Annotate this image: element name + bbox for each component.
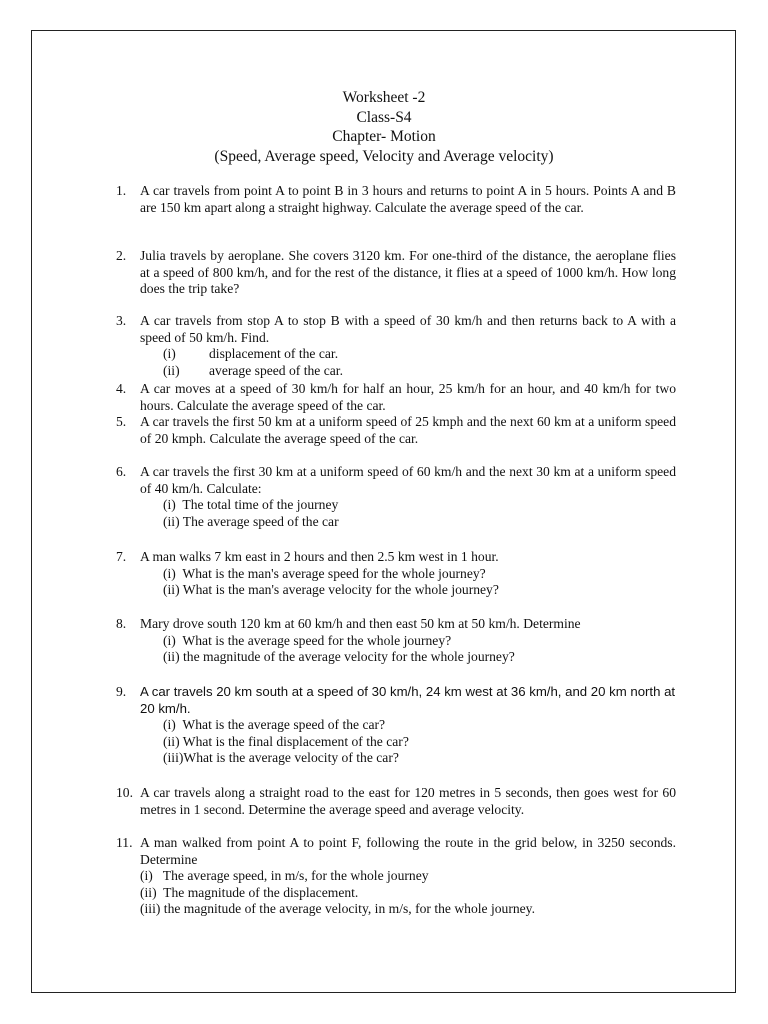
question-1 [116, 183, 676, 216]
question-text: A car travels along a straight road to the east for 120 metres in 5 seconds, then goes west for 60 metres in 1 second. Determine the average speed and average velocity. [140, 785, 676, 817]
sub-question [140, 633, 676, 650]
sub-question [140, 566, 676, 583]
sub-question-number: (ii) [163, 649, 180, 665]
sub-question-text: What is the average speed of the car? [182, 717, 386, 733]
sub-question-number: (ii) [163, 733, 180, 749]
sub-question [140, 346, 676, 363]
question-text: A car travels the first 50 km at a uniform speed of 25 kmph and the next 60 km at a uniform speed of 20 kmph. Calculate the average speed of the car. [140, 414, 676, 446]
class-label: Class-S4 [356, 108, 412, 126]
question-number: 1. [116, 183, 127, 198]
sub-question-number: (iii) [163, 750, 184, 766]
sub-question-text: displacement of the car. [209, 346, 339, 362]
sub-question [140, 868, 676, 885]
question-number: 3. [116, 313, 127, 328]
sub-question [140, 750, 676, 767]
question-number: 2. [116, 248, 127, 263]
sub-question-number: (i) [163, 632, 176, 648]
sub-question-text: What is the final displacement of the car? [182, 733, 409, 749]
question-5 [116, 414, 676, 447]
worksheet-title: Worksheet -2 [342, 89, 426, 106]
question-text: A man walked from point A to point F, following the route in the grid below, in 3250 seconds. Determine [140, 835, 676, 867]
sub-question-number: (i) [163, 346, 176, 362]
question-4 [116, 381, 676, 414]
sub-question-number: (ii) [163, 513, 180, 529]
question-text: A car travels 20 km south at a speed of 30 km/h, 24 km west at 36 km/h, and 20 km north at 20 km/h. [140, 684, 676, 716]
sub-question [140, 497, 676, 514]
sub-question [140, 901, 676, 918]
question-text: A man walks 7 km east in 2 hours and then 2.5 km west in 1 hour. [140, 549, 499, 564]
sub-question-text: the magnitude of the average velocity, in m/s, for the whole journey. [163, 901, 535, 917]
sub-question-text: The average speed, in m/s, for the whole journey [162, 868, 429, 884]
sub-question [140, 734, 676, 751]
sub-question-text: What is the man's average speed for the whole journey? [182, 565, 486, 581]
question-number: 10. [116, 785, 133, 800]
sub-question-text: the magnitude of the average velocity for the whole journey? [183, 649, 515, 665]
question-6 [116, 464, 676, 530]
sub-question-text: What is the average speed for the whole journey? [182, 632, 452, 648]
question-text: A car travels from stop A to stop B with a speed of 30 km/h and then returns back to A with a speed of 50 km/h. Find. [140, 313, 676, 345]
sub-question-number: (ii) [163, 362, 180, 378]
sub-question-number: (i) [163, 565, 176, 581]
question-number: 9. [116, 684, 127, 699]
sub-question [140, 885, 676, 902]
question-10 [116, 785, 676, 818]
sub-question [140, 649, 676, 666]
sub-question [140, 717, 676, 734]
question-text: Mary drove south 120 km at 60 km/h and then east 50 km at 50 km/h. Determine [140, 616, 581, 631]
question-number: 11. [116, 835, 133, 850]
sub-question [140, 363, 676, 380]
sub-question-text: What is the man's average velocity for the whole journey? [182, 582, 499, 598]
sub-question-number: (ii) [140, 884, 157, 900]
question-text: A car travels from point A to point B in 3 hours and returns to point A in 5 hours. Points A and B are 150 km apart along a straight highway. Calculate the average speed of the car. [140, 183, 676, 215]
question-number: 5. [116, 414, 127, 429]
question-text: Julia travels by aeroplane. She covers 3120 km. For one-third of the distance, the aeroplane flies at a speed of 800 km/h, and for the rest of the distance, it flies at a speed of 1000 km/h. How long does the trip take? [140, 248, 676, 297]
sub-question-number: (i) [163, 717, 176, 733]
sub-question [140, 514, 676, 531]
chapter-label: Chapter- Motion [332, 128, 436, 145]
question-number: 8. [116, 616, 127, 631]
sub-question-text: What is the average velocity of the car? [183, 750, 399, 766]
sub-question-text: The magnitude of the displacement. [163, 884, 359, 900]
sub-question-number: (iii) [140, 901, 161, 917]
topics-label: (Speed, Average speed, Velocity and Average velocity) [214, 147, 554, 165]
question-text: A car moves at a speed of 30 km/h for half an hour, 25 km/h for an hour, and 40 km/h for two hours. Calculate the average speed of the car. [140, 381, 676, 413]
sub-question-number: (ii) [163, 582, 180, 598]
sub-question [140, 582, 676, 599]
question-number: 7. [116, 549, 127, 564]
question-3 [116, 313, 676, 379]
sub-question-text: average speed of the car. [209, 362, 343, 378]
sub-question-number: (i) [140, 868, 153, 884]
question-7 [116, 549, 676, 599]
question-9 [116, 684, 676, 767]
question-2 [116, 248, 676, 298]
question-8 [116, 616, 676, 666]
question-number: 6. [116, 464, 127, 479]
question-11 [116, 835, 676, 918]
question-number: 4. [116, 381, 127, 396]
question-text: A car travels the first 30 km at a uniform speed of 60 km/h and the next 30 km at a uniform speed of 40 km/h. Calculate: [140, 464, 676, 496]
worksheet-header [0, 88, 768, 166]
sub-question-text: The average speed of the car [182, 513, 339, 529]
sub-question-number: (i) [163, 497, 176, 513]
sub-question-text: The total time of the journey [182, 497, 339, 513]
